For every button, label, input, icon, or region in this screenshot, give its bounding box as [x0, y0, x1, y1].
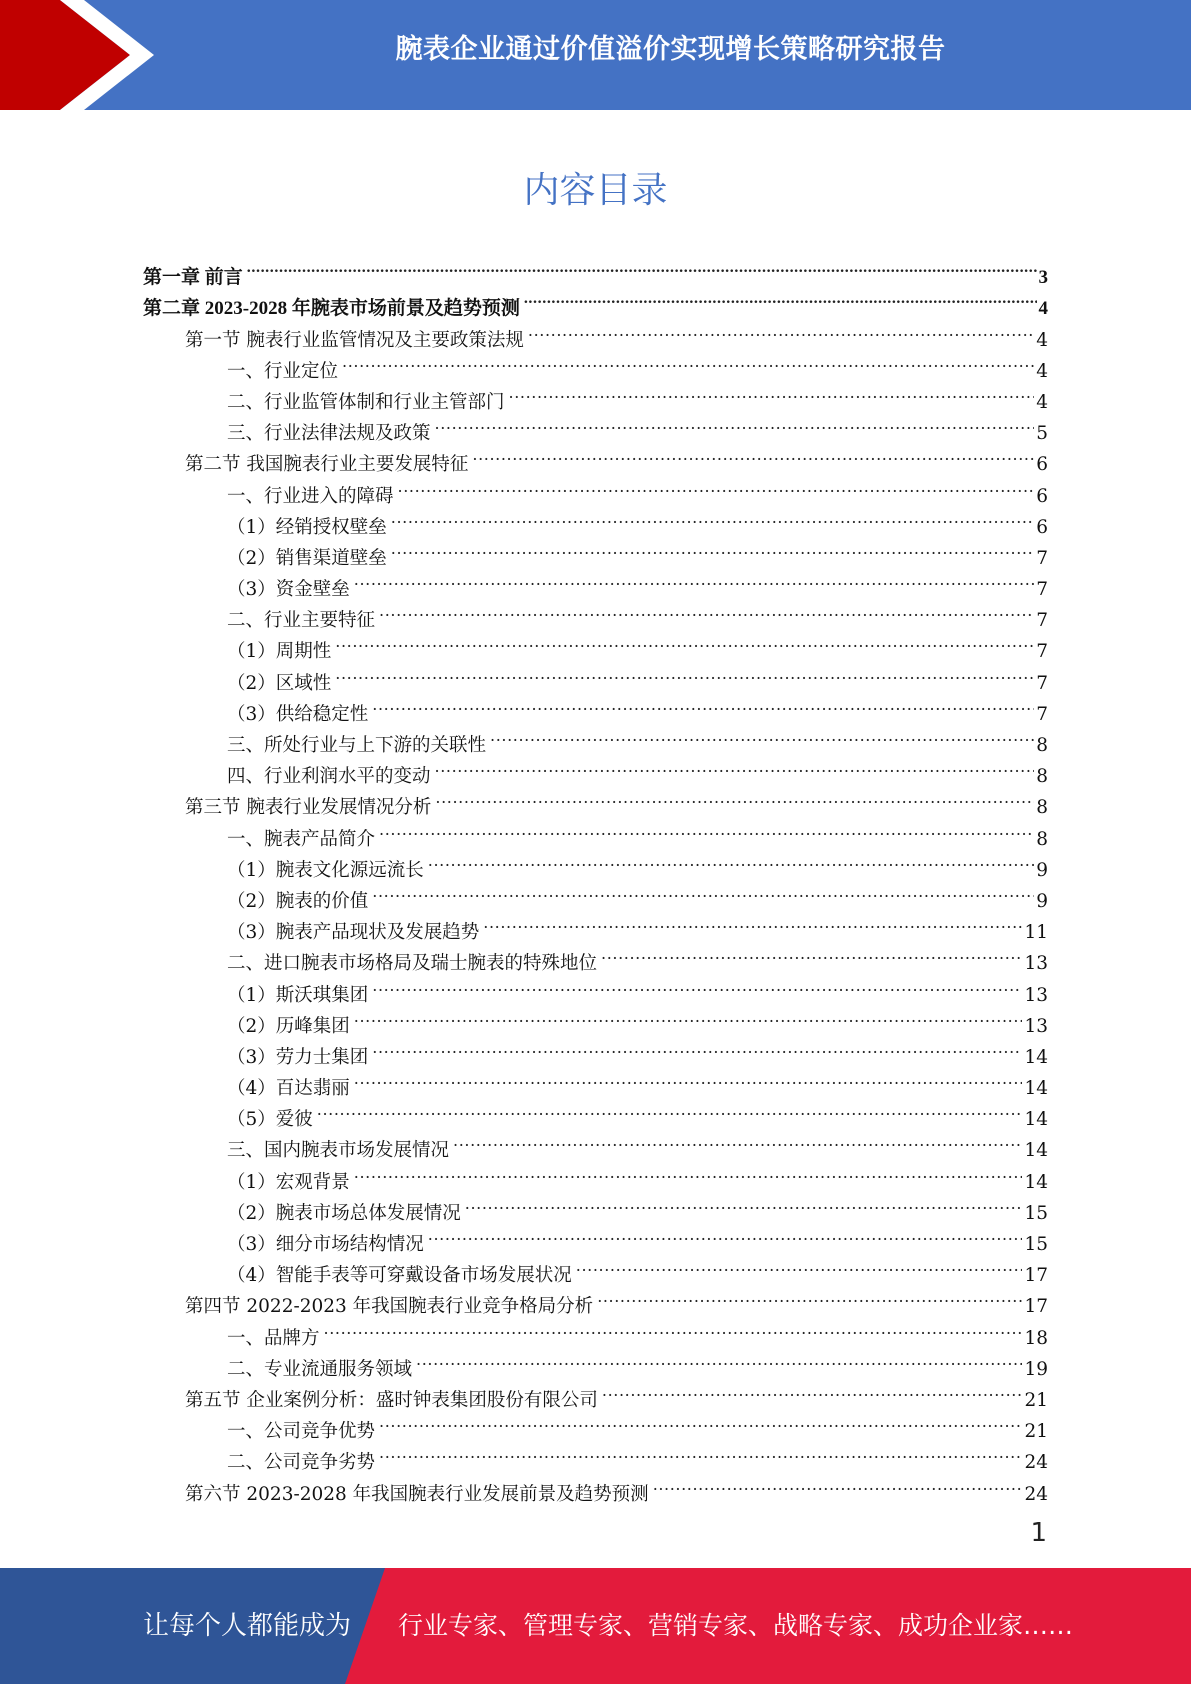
toc-dot-leader: [398, 470, 1035, 501]
toc-entry-title: （1）斯沃琪集团: [227, 984, 369, 1006]
toc-entry-title: （3）劳力士集团: [227, 1046, 369, 1068]
toc-entry-page: 7: [1036, 641, 1048, 663]
toc-entry-page: 13: [1024, 953, 1048, 975]
toc-entry-title: （1）宏观背景: [227, 1171, 350, 1193]
toc-entry-title: 二、公司竞争劣势: [227, 1452, 376, 1474]
toc-entry-title: （4）百达翡丽: [227, 1078, 350, 1100]
toc-entry-page: 21: [1024, 1389, 1048, 1411]
toc-dot-leader: [335, 626, 1034, 657]
toc-entry-page: 8: [1036, 797, 1048, 819]
toc-entry-page: 4: [1038, 298, 1048, 320]
toc-dot-leader: [379, 1406, 1022, 1437]
toc-dot-leader: [428, 1219, 1023, 1250]
toc-entry-page: 7: [1036, 703, 1048, 725]
toc-dot-leader: [524, 283, 1037, 314]
toc-entry-page: 13: [1024, 1015, 1048, 1037]
toc-dot-leader: [472, 439, 1034, 470]
toc-entry-title: （4）智能手表等可穿戴设备市场发展状况: [227, 1265, 572, 1287]
toc-entry-page: 9: [1036, 859, 1048, 881]
toc-entry[interactable]: [143, 252, 1048, 289]
toc-dot-leader: [435, 408, 1035, 439]
toc-entry[interactable]: [143, 283, 1048, 320]
toc-entry-page: 7: [1036, 547, 1048, 569]
toc-entry-page: 21: [1024, 1421, 1048, 1443]
toc-dot-leader: [602, 1375, 1023, 1406]
toc-entry-title: 第三节 腕表行业发展情况分析: [185, 797, 432, 819]
toc-entry-title: 第六节 2023-2028 年我国腕表行业发展前景及趋势预测: [185, 1483, 649, 1505]
toc-dot-leader: [372, 876, 1034, 907]
toc-entry-title: 一、行业定位: [227, 360, 339, 382]
toc-dot-leader: [453, 1125, 1022, 1156]
toc-entry-title: （3）腕表产品现状及发展趋势: [227, 922, 480, 944]
toc-title: 内容目录: [523, 170, 668, 211]
toc-entry-page: 4: [1036, 360, 1048, 382]
toc-dot-leader: [354, 1001, 1023, 1032]
report-title: 腕表企业通过价值溢价实现增长策略研究报告: [395, 34, 946, 65]
toc-entry-page: 7: [1036, 672, 1048, 694]
toc-dot-leader: [509, 377, 1035, 408]
toc-entry-page: 7: [1036, 579, 1048, 601]
footer-slogan-right: 行业专家、管理专家、营销专家、战略专家、成功企业家……: [398, 1611, 1074, 1640]
toc-dot-leader: [528, 314, 1034, 345]
toc-entry-title: 一、行业进入的障碍: [227, 485, 394, 507]
toc-entry-title: 三、所处行业与上下游的关联性: [227, 735, 487, 756]
toc-dot-leader: [342, 346, 1034, 377]
toc-entry-page: 15: [1024, 1234, 1048, 1255]
toc-entry-title: 第一章 前言: [143, 267, 243, 289]
toc-entry-page: 8: [1036, 828, 1048, 850]
footer-slogan-left: 让每个人都能成为: [143, 1611, 352, 1641]
toc-dot-leader: [379, 1437, 1022, 1468]
toc-dot-leader: [391, 502, 1034, 533]
table-of-contents: [143, 252, 1048, 1505]
toc-entry-page: 15: [1024, 1202, 1048, 1224]
toc-entry-page: 4: [1036, 391, 1048, 413]
toc-entry-title: 第一节 腕表行业监管情况及主要政策法规: [185, 329, 524, 351]
toc-entry-page: 17: [1024, 1296, 1048, 1318]
toc-entry-title: （2）销售渠道壁垒: [227, 547, 387, 569]
toc-entry-page: 11: [1024, 922, 1048, 944]
toc-dot-leader: [247, 252, 1037, 283]
toc-dot-leader: [324, 1312, 1023, 1343]
toc-entry-page: 8: [1036, 735, 1048, 756]
toc-entry-title: 第五节 企业案例分析：盛时钟表集团股份有限公司: [185, 1389, 598, 1411]
toc-entry-title: （1）经销授权壁垒: [227, 516, 387, 538]
toc-entry-page: 19: [1024, 1358, 1048, 1380]
toc-dot-leader: [597, 1281, 1022, 1312]
toc-entry-title: 一、品牌方: [227, 1327, 320, 1349]
toc-entry-title: （3）细分市场结构情况: [227, 1234, 424, 1255]
toc-entry-title: （2）腕表市场总体发展情况: [227, 1202, 461, 1224]
toc-entry-title: 四、行业利润水平的变动: [227, 766, 431, 788]
toc-dot-leader: [601, 938, 1022, 969]
toc-entry-title: 二、进口腕表市场格局及瑞士腕表的特殊地位: [227, 953, 598, 975]
toc-entry-title: 第二章 2023-2028 年腕表市场前景及趋势预测: [143, 298, 520, 320]
toc-dot-leader: [379, 595, 1034, 626]
toc-entry-title: 第四节 2022-2023 年我国腕表行业竞争格局分析: [185, 1296, 594, 1318]
toc-dot-leader: [354, 1156, 1023, 1187]
toc-entry-title: 三、行业法律法规及政策: [227, 423, 431, 445]
toc-entry-title: 一、腕表产品简介: [227, 828, 376, 850]
toc-entry-title: （2）腕表的价值: [227, 890, 369, 912]
toc-dot-leader: [335, 657, 1034, 688]
toc-entry-page: 8: [1036, 766, 1048, 788]
toc-dot-leader: [372, 969, 1022, 1000]
toc-dot-leader: [379, 813, 1034, 844]
toc-dot-leader: [354, 564, 1034, 595]
toc-dot-leader: [435, 782, 1034, 813]
toc-entry-page: 13: [1024, 984, 1048, 1006]
toc-entry-page: 14: [1024, 1078, 1048, 1100]
page-number: 1: [1030, 1518, 1047, 1548]
toc-entry-page: 14: [1024, 1109, 1048, 1131]
toc-dot-leader: [435, 751, 1035, 782]
toc-dot-leader: [576, 1250, 1023, 1281]
toc-entry-page: 14: [1024, 1171, 1048, 1193]
toc-dot-leader: [317, 1094, 1023, 1125]
toc-entry-title: 二、行业监管体制和行业主管部门: [227, 391, 505, 413]
toc-entry-title: （3）供给稳定性: [227, 703, 369, 725]
toc-entry-title: （1）周期性: [227, 641, 332, 663]
toc-entry-page: 18: [1024, 1327, 1048, 1349]
toc-dot-leader: [416, 1344, 1022, 1375]
toc-entry-page: 24: [1024, 1452, 1048, 1474]
toc-entry-page: 24: [1024, 1483, 1048, 1505]
toc-entry-title: 一、公司竞争优势: [227, 1421, 376, 1443]
toc-dot-leader: [354, 1063, 1023, 1094]
toc-entry-page: 14: [1024, 1140, 1048, 1162]
toc-dot-leader: [490, 720, 1034, 751]
header-banner: [0, 0, 1191, 110]
toc-entry-title: 二、行业主要特征: [227, 610, 376, 632]
toc-entry-page: 6: [1036, 516, 1048, 538]
toc-entry-title: 二、专业流通服务领域: [227, 1358, 413, 1380]
toc-dot-leader: [653, 1468, 1023, 1499]
toc-entry-title: （1）腕表文化源远流长: [227, 859, 424, 881]
toc-dot-leader: [372, 689, 1034, 720]
toc-entry-title: （3）资金壁垒: [227, 579, 350, 601]
toc-entry-page: 17: [1024, 1265, 1048, 1287]
toc-entry-page: 6: [1036, 454, 1048, 476]
toc-entry-page: 14: [1024, 1046, 1048, 1068]
toc-entry-page: 5: [1036, 423, 1048, 445]
toc-entry-title: （2）区域性: [227, 672, 332, 694]
toc-dot-leader: [465, 1188, 1023, 1219]
toc-entry-page: 3: [1038, 267, 1048, 289]
toc-entry-title: （2）历峰集团: [227, 1015, 350, 1037]
toc-dot-leader: [428, 845, 1034, 876]
toc-dot-leader: [483, 907, 1022, 938]
toc-entry-page: 9: [1036, 890, 1048, 912]
toc-entry-title: （5）爱彼: [227, 1109, 313, 1131]
toc-dot-leader: [391, 533, 1034, 564]
toc-entry-title: 三、国内腕表市场发展情况: [227, 1140, 450, 1162]
footer-banner: [0, 1568, 1191, 1684]
toc-dot-leader: [372, 1032, 1022, 1063]
toc-entry-page: 6: [1036, 485, 1048, 507]
toc-entry-title: 第二节 我国腕表行业主要发展特征: [185, 454, 469, 476]
toc-entry-page: 4: [1036, 329, 1048, 351]
toc-entry-page: 7: [1036, 610, 1048, 632]
